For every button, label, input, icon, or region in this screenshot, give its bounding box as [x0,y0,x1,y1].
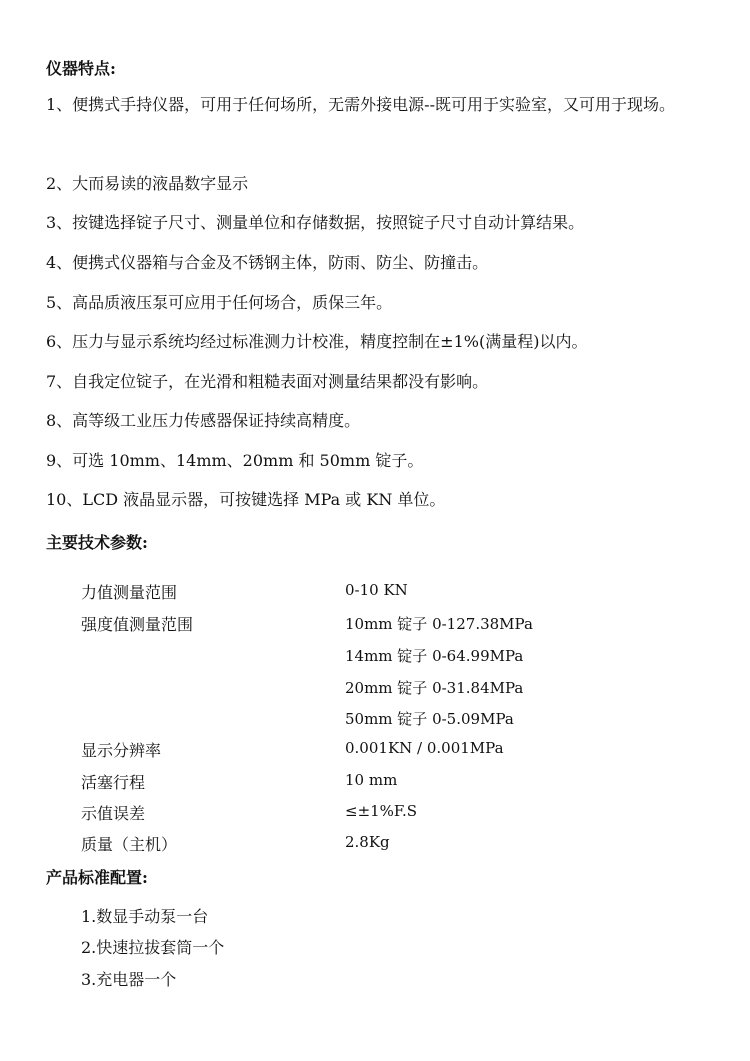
spec-value: ≤±1%F.S [345,802,418,820]
feature-item: 1、便携式手持仪器，可用于任何场所，无需外接电源--既可用于实验室，又可用于现场。 [46,95,675,114]
config-item: 1.数显手动泵一台 [81,907,209,926]
feature-item: 5、高品质液压泵可应用于任何场合，质保三年。 [46,293,393,312]
spec-value: 0-10 KN [345,581,408,599]
feature-item: 9、可选 10mm、14mm、20mm 和 50mm 锭子。 [46,451,424,470]
feature-item: 2、大而易读的液晶数字显示 [46,174,249,193]
spec-value: 0.001KN / 0.001MPa [345,739,504,757]
spec-label: 质量（主机） [81,835,178,854]
spec-label: 示值误差 [81,804,146,823]
spec-value: 20mm 锭子 0-31.84MPa [345,679,524,697]
feature-item: 4、便携式仪器箱与合金及不锈钢主体，防雨、防尘、防撞击。 [46,253,489,272]
feature-item: 6、压力与显示系统均经过标准测力计校准，精度控制在±1%(满量程)以内。 [46,332,588,351]
spec-label: 显示分辨率 [81,741,162,760]
feature-item: 7、自我定位锭子，在光滑和粗糙表面对测量结果都没有影响。 [46,372,489,391]
spec-value: 2.8Kg [345,833,390,851]
spec-label: 活塞行程 [81,773,146,792]
specs-heading: 主要技术参数: [46,533,148,552]
config-heading: 产品标准配置: [46,868,148,887]
config-item: 2.快速拉拔套筒一个 [81,938,225,957]
spec-value: 10mm 锭子 0-127.38MPa [345,615,533,633]
config-item: 3.充电器一个 [81,970,177,989]
feature-item: 3、按键选择锭子尺寸、测量单位和存储数据，按照锭子尺寸自动计算结果。 [46,213,585,232]
spec-value: 14mm 锭子 0-64.99MPa [345,647,524,665]
feature-item: 10、LCD 液晶显示器，可按键选择 MPa 或 KN 单位。 [46,490,446,509]
spec-value: 10 mm [345,771,398,789]
spec-label: 强度值测量范围 [81,615,194,634]
feature-item: 8、高等级工业压力传感器保证持续高精度。 [46,411,361,430]
spec-label: 力值测量范围 [81,583,178,602]
features-heading: 仪器特点: [46,59,116,78]
spec-value: 50mm 锭子 0-5.09MPa [345,710,514,728]
